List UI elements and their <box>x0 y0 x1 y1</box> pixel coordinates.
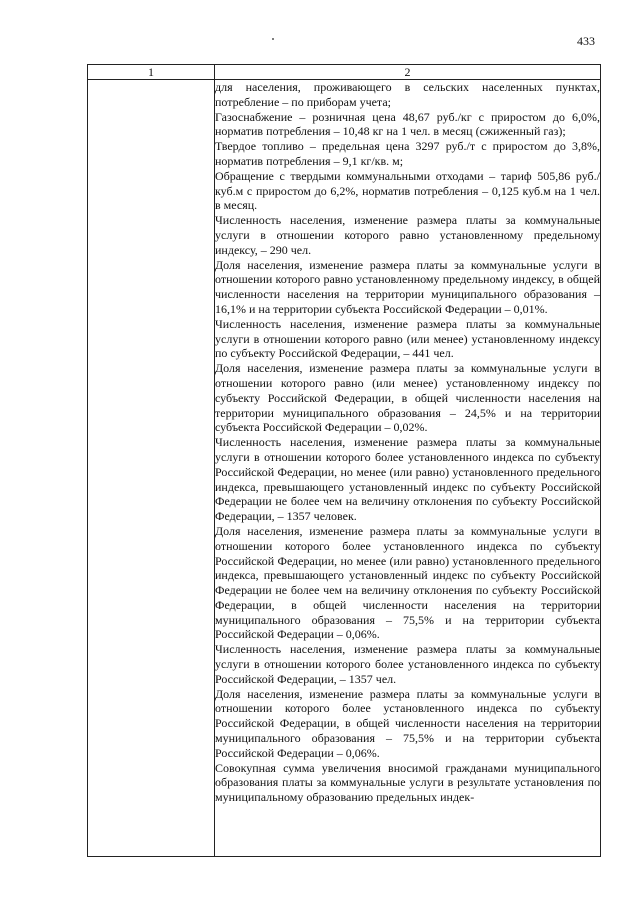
paragraph: Совокупная сумма увеличения вносимой гражданами муниципального образования платы за коммунальные услуги в результате установления по муниципальному образованию предельных индек- <box>215 760 600 805</box>
paragraph: Численность населения, изменение размера платы за коммунальные услуги в отношении которого равно (или менее) установленному индексу по субъекту Российской Федерации, – 441 чел. <box>215 316 600 361</box>
paragraph: Доля населения, изменение размера платы за коммунальные услуги в отношении которого более установленного индекса по субъекту Российской Федерации, в общей численности населения на территории муниципального образования – 75,5% и на территории субъекта Российской Федерации – 0,06%. <box>215 686 600 760</box>
column-header-2: 2 <box>215 65 601 80</box>
paragraph: для населения, проживающего в сельских населенных пунктах, потребление – по приборам учета; <box>215 80 600 109</box>
column-2-cell <box>215 80 601 857</box>
scan-speck <box>272 38 274 40</box>
column-1-cell <box>88 80 215 857</box>
paragraph: Газоснабжение – розничная цена 48,67 руб./кг с приростом до 6,0%, норматив потребления – 10,48 кг на 1 чел. в месяц (сжиженный газ); <box>215 109 600 139</box>
paragraph: Численность населения, изменение размера платы за коммунальные услуги в отношении которого более установленного индекса по субъекту Российской Федерации, но менее (или равно) установленного предельного индекса, превышающего установленный индекс по субъекту Российской Федерации не более чем на величину отклонения по субъекту Российской Федерации, – 1357 человек. <box>215 435 600 524</box>
table-header-row <box>88 65 601 80</box>
paragraph: Доля населения, изменение размера платы за коммунальные услуги в отношении которого равно (или менее) установленному индексу по субъекту Российской Федерации, в общей численности населения на территории муниципального образования – 24,5% и на территории субъекта Российской Федерации – 0,02%. <box>215 361 600 435</box>
table-body-row <box>88 80 601 857</box>
document-table <box>87 64 601 857</box>
paragraph: Численность населения, изменение размера платы за коммунальные услуги в отношении которого равно установленному предельному индексу, – 290 чел. <box>215 213 600 257</box>
column-header-1: 1 <box>88 65 215 80</box>
paragraph: Доля населения, изменение размера платы за коммунальные услуги в отношении которого равно установленному предельному индексу, в общей численности населения на территории муниципального образования – 16,1% и на территории субъекта Российской Федерации – 0,01%. <box>215 257 600 316</box>
paragraph: Численность населения, изменение размера платы за коммунальные услуги в отношении которого более установленного индекса по субъекту Российской Федерации, – 1357 чел. <box>215 642 600 686</box>
paragraph: Доля населения, изменение размера платы за коммунальные услуги в отношении которого более установленного индекса по субъекту Российской Федерации, но менее (или равно) установленного предельного индекса, превышающего установленный индекс по субъекту Российской Федерации не более чем на величину отклонения по субъекту Российской Федерации, в общей численности населения на территории муниципального образования – 75,5% и на территории субъекта Российской Федерации – 0,06%. <box>215 523 600 642</box>
paragraph: Обращение с твердыми коммунальными отходами – тариф 505,86 руб./куб.м с приростом до 6,2%, норматив потребления – 0,125 куб.м на 1 чел. в месяц. <box>215 168 600 213</box>
page-number: 433 <box>577 34 595 48</box>
paragraph: Твердое топливо – предельная цена 3297 руб./т с приростом до 3,8%, норматив потребления – 9,1 кг/кв. м; <box>215 139 600 168</box>
